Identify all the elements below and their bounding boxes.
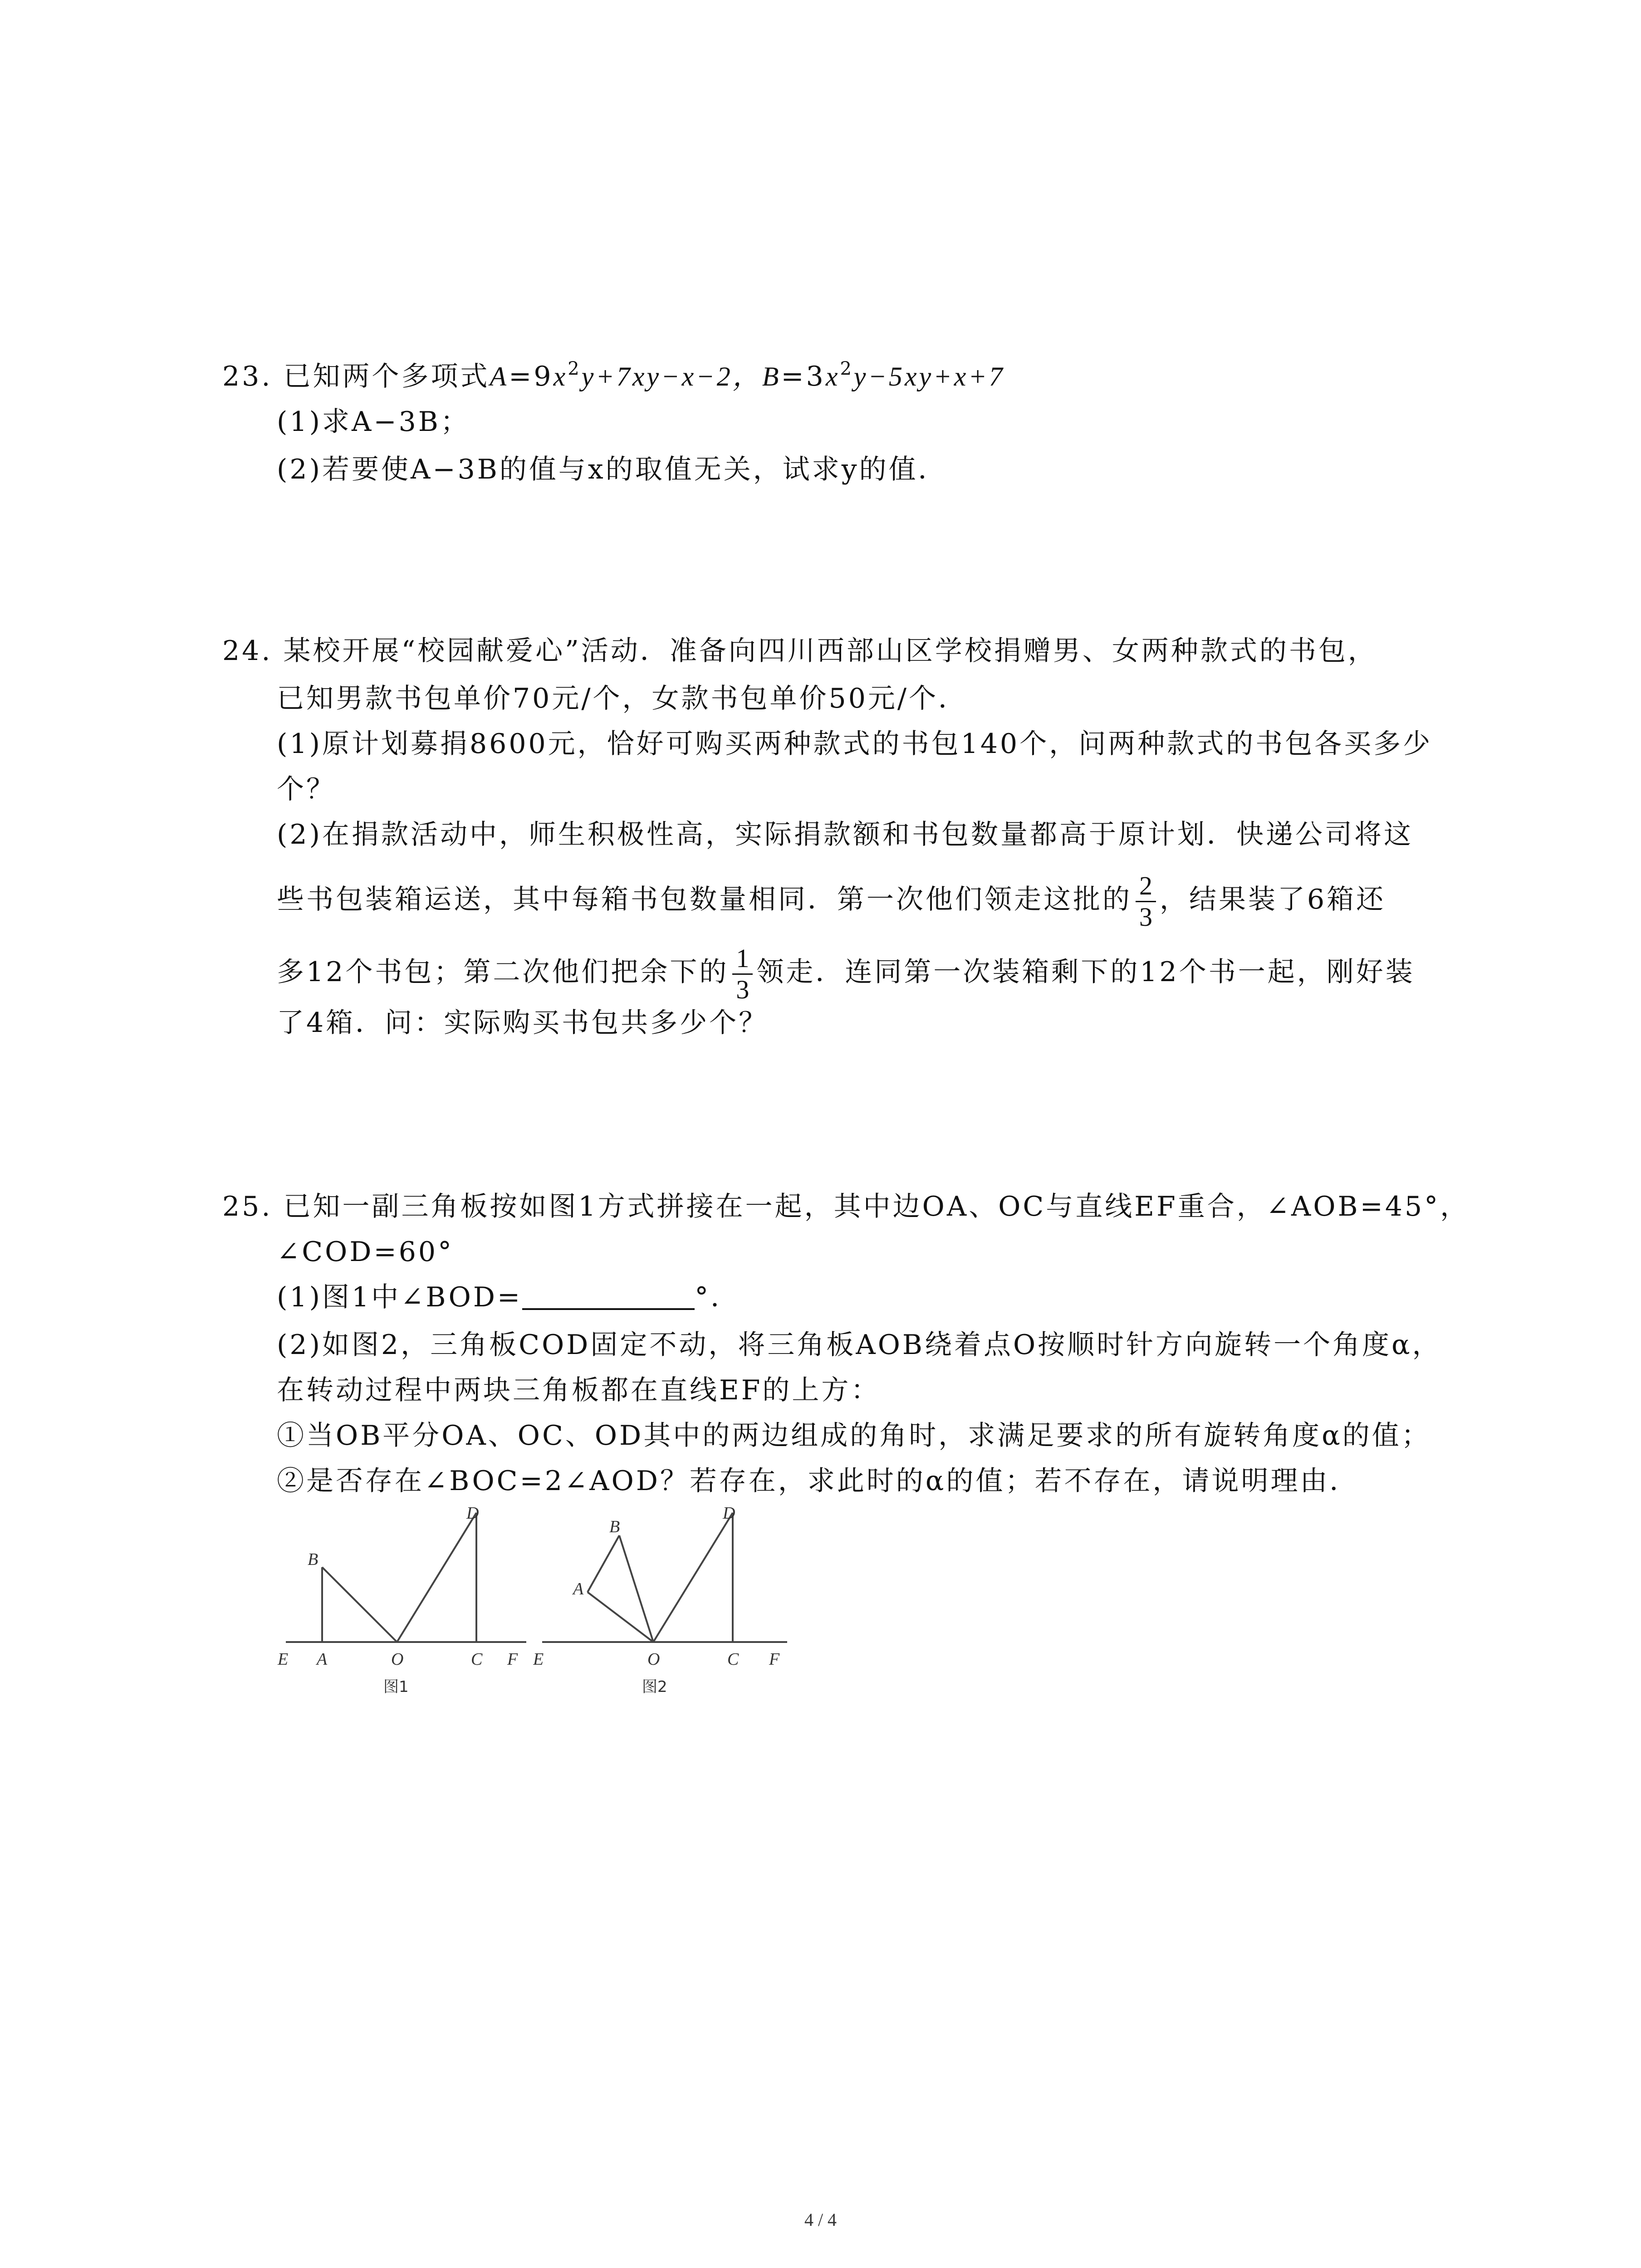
q25-line-5: 在转动过程中两块三角板都在直线EF的上方： bbox=[277, 1374, 881, 1406]
fig1-label-C: C bbox=[471, 1650, 483, 1669]
fig2-segment-OA bbox=[588, 1592, 653, 1642]
q24-text-1: 某校开展“校园献爱心”活动．准备向四川西部山区学校捐赠男、女两种款式的书包， bbox=[283, 635, 1377, 667]
fraction-2-denominator: 3 bbox=[736, 975, 749, 1004]
q23-A-eq: =9 bbox=[509, 361, 554, 392]
fig1-caption: 图1 bbox=[383, 1678, 409, 1696]
q23-B-eq: =3 bbox=[781, 361, 826, 392]
q24-text-7a: 多12个书包；第二次他们把余下的 bbox=[277, 956, 729, 988]
fig1-label-E: E bbox=[278, 1650, 289, 1669]
fig1-label-F: F bbox=[507, 1650, 518, 1669]
q25-line-3 bbox=[277, 1279, 740, 1315]
q24-line-6 bbox=[277, 871, 1386, 932]
q24-number: 24. bbox=[222, 635, 273, 667]
q23-A: A bbox=[490, 362, 509, 391]
q23-line-1 bbox=[222, 358, 1005, 398]
fig2-label-B: B bbox=[609, 1517, 620, 1536]
fraction-1-denominator: 3 bbox=[1139, 902, 1152, 932]
answer-blank[interactable] bbox=[522, 1282, 695, 1310]
q23-y2: y bbox=[853, 362, 868, 391]
q23-part-1: (1)求A−3B； bbox=[277, 406, 470, 438]
q23-stem: 已知两个多项式 bbox=[283, 361, 490, 392]
fig2-segment-OB bbox=[619, 1535, 653, 1642]
q23-x2: x bbox=[825, 362, 840, 391]
fig2-label-F: F bbox=[769, 1650, 780, 1669]
q25-text-3b: °． bbox=[695, 1281, 740, 1313]
q25-line-1 bbox=[222, 1188, 1470, 1225]
q25-text-1: 已知一副三角板按如图1方式拼接在一起，其中边OA、OC与直线EF重合，∠AOB=45°， bbox=[283, 1191, 1470, 1222]
q25-line-7: ②是否存在∠BOC=2∠AOD？若存在，求此时的α的值；若不存在，请说明理由． bbox=[277, 1465, 1359, 1497]
q23-exp2: 2 bbox=[840, 358, 854, 379]
fig2-label-O: O bbox=[647, 1650, 660, 1669]
q23-B: B bbox=[762, 362, 781, 391]
q24-text-6b: ，结果装了6箱还 bbox=[1160, 884, 1386, 916]
fraction-one-third bbox=[732, 943, 753, 1005]
fig2-label-A: A bbox=[573, 1579, 584, 1598]
fig1-label-O: O bbox=[391, 1650, 404, 1669]
figure-1 bbox=[272, 1506, 535, 1706]
fraction-1-numerator: 2 bbox=[1136, 871, 1156, 902]
q24-line-4: 个？ bbox=[277, 773, 336, 805]
q23-y1: y bbox=[581, 362, 596, 391]
fig2-label-D: D bbox=[723, 1506, 735, 1523]
fraction-2-numerator: 1 bbox=[732, 943, 753, 975]
q24-line-1 bbox=[222, 633, 1377, 669]
fraction-two-thirds bbox=[1136, 871, 1156, 932]
figure-2 bbox=[533, 1506, 796, 1706]
fig1-label-A: A bbox=[317, 1650, 328, 1669]
q23-x1: x bbox=[553, 362, 568, 391]
q24-text-6a: 些书包装箱运送，其中每箱书包数量相同．第一次他们领走这批的 bbox=[277, 884, 1132, 916]
q23-part-2: (2)若要使A−3B的值与x的取值无关，试求y的值． bbox=[277, 454, 948, 485]
page-number: 4 / 4 bbox=[804, 2209, 837, 2230]
q24-line-7 bbox=[277, 943, 1415, 1005]
q24-line-8: 了4箱．问：实际购买书包共多少个？ bbox=[277, 1007, 769, 1039]
q25-number: 25. bbox=[222, 1191, 273, 1222]
fig1-label-B: B bbox=[308, 1550, 318, 1569]
q23-exp1: 2 bbox=[568, 358, 582, 379]
q23-B-rest: −5xy+x+7 bbox=[868, 362, 1005, 391]
fig1-segment-OD bbox=[397, 1513, 476, 1642]
q24-text-7b: 领走．连同第一次装箱剩下的12个书一起，刚好装 bbox=[756, 956, 1415, 988]
q24-line-5: (2)在捐款活动中，师生积极性高，实际捐款额和书包数量都高于原计划．快递公司将这 bbox=[277, 819, 1413, 850]
fig2-segment-OD bbox=[653, 1513, 733, 1642]
fig2-segment-AB bbox=[588, 1535, 619, 1592]
q23-A-rest: +7xy−x−2， bbox=[596, 362, 762, 391]
q23-number: 23. bbox=[222, 361, 273, 392]
fig1-segment-BO bbox=[322, 1567, 397, 1642]
q25-line-6: ①当OB平分OA、OC、OD其中的两边组成的角时，求满足要求的所有旋转角度α的值； bbox=[277, 1420, 1431, 1452]
q25-text-3a: (1)图1中∠BOD= bbox=[277, 1281, 523, 1313]
q25-line-2: ∠COD=60° bbox=[277, 1236, 454, 1268]
q24-line-3: (1)原计划募捐8600元，恰好可购买两种款式的书包140个，问两种款式的书包各买多少 bbox=[277, 728, 1433, 760]
fig1-label-D: D bbox=[466, 1506, 479, 1523]
q24-line-2: 已知男款书包单价70元/个，女款书包单价50元/个． bbox=[277, 683, 968, 714]
q25-line-4: (2)如图2，三角板COD固定不动，将三角板AOB绕着点O按顺时针方向旋转一个角度α， bbox=[277, 1329, 1442, 1361]
fig2-label-C: C bbox=[727, 1650, 739, 1669]
fig2-caption: 图2 bbox=[642, 1678, 667, 1696]
fig2-label-E: E bbox=[533, 1650, 544, 1669]
